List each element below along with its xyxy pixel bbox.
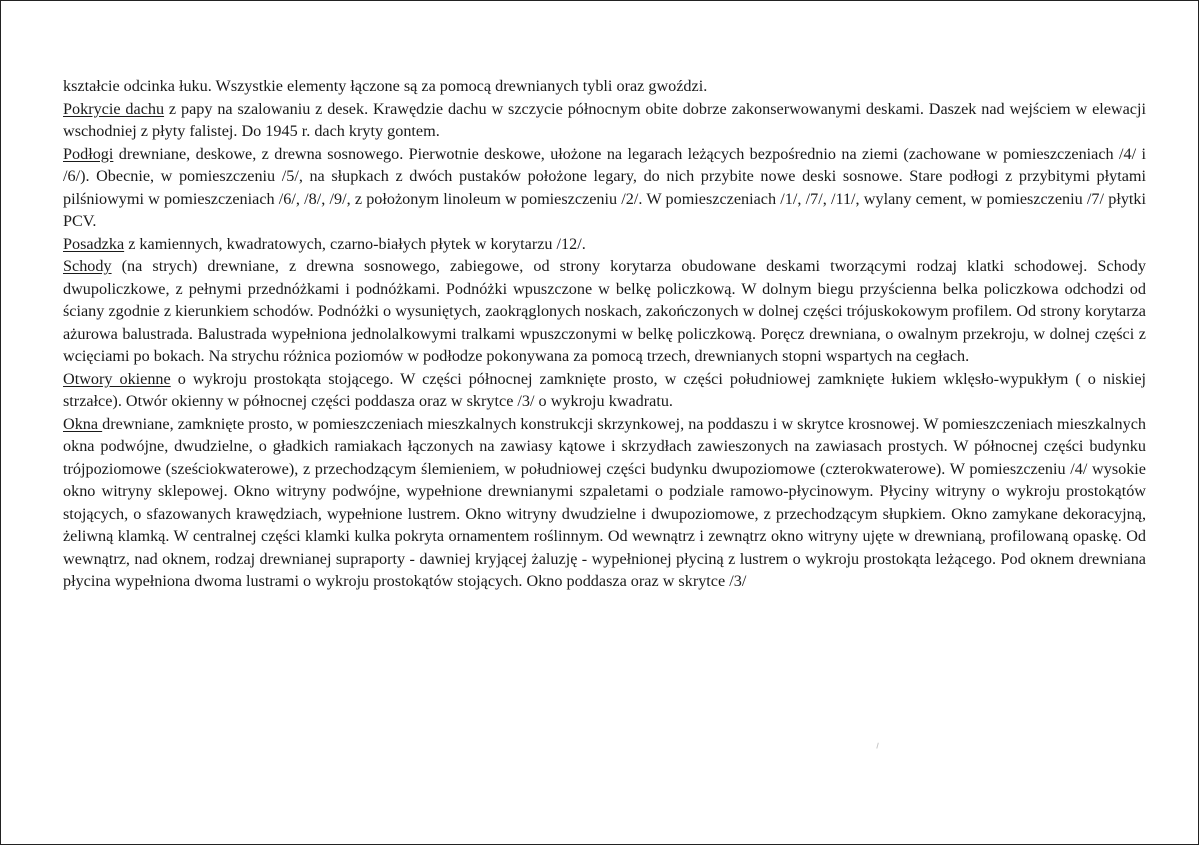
heading-flooring: Posadzka: [63, 234, 125, 253]
paragraph-text: drewniane, zamknięte prosto, w pomieszczeniach mieszkalnych konstrukcji skrzynkowej, na poddaszu i w skrytce krosnowej. W pomieszczeniach mieszkalnych okna podwójne, dwudzielne, o gładkich ramiakach łączonych na zawiasy kątowe i skrzydłach zawieszonych na zawiasach prostych. W północnej części budynku trójpoziomowe (sześciokwaterowe), z przechodzącym ślemieniem, w południowej części budynku dwupoziomowe (czterokwaterowe). W pomieszczeniu /4/ wysokie okno witryny sklepowej. Okno witryny podwójne, wypełnione drewnianymi szpaletami o podziale ramowo-płycinowym. Płyciny witryny o wykroju prostokątów stojących, o sfazowanych krawędziach, wypełnione lustrem. Okno witryny dwudzielne i dwupoziomowe, z przechodzącym słupkiem. Okno zamykane dekoracyjną, żeliwną klamką. W centralnej części klamki kulka pokryta ornamentem roślinnym. Od wewnątrz i zewnątrz okno witryny ujęte w drewnianą, profilowaną opaskę. Od wewnątrz, nad oknem, rodzaj drewnianej supraporty - dawniej kryjącej żaluzję - wypełnionej płyciną z lustrem o wykroju prostokąta leżącego. Pod oknem drewniana płycina wypełniona dwoma lustrami o wykroju prostokątów stojących. Okno poddasza oraz w skrytce /3/: [63, 414, 1146, 590]
paragraph-text: (na strych) drewniane, z drewna sosnowego, zabiegowe, od strony korytarza obudowane deskami tworzącymi rodzaj klatki schodowej. Schody dwupoliczkowe, z pełnymi przednóżkami i podnóżkami. Podnóżki wpuszczone w belkę policzkową. W dolnym biegu przyścienna belka policzkowa odchodzi od ściany zgodnie z kierunkiem schodów. Podnóżki o wysuniętych, zaokrąglonych noskach, zakończonych w dolnej części trójuskokowym profilem. Od strony korytarza ażurowa balustrada. Balustrada wypełniona jednolalkowymi tralkami wpuszczonymi w belkę policzkową. Poręcz drewniana, o owalnym przekroju, w dolnej części z wcięciami po bokach. Na strychu różnica poziomów w podłodze pokonywana za pomocą trzech, drewnianych stopni wspartych na cegłach.: [63, 257, 1146, 365]
document-body: [63, 75, 1146, 593]
heading-stairs: Schody: [63, 257, 112, 275]
heading-window-openings: Otwory okienne: [63, 369, 171, 388]
heading-windows: Okna: [63, 414, 103, 433]
paragraph-text: z kamiennych, kwadratowych, czarno-białych płytek w korytarzu /12/.: [124, 234, 586, 253]
heading-roof-covering: Pokrycie dachu: [63, 99, 165, 118]
paragraph-stairs: [63, 255, 1146, 368]
paragraph-continuation: [63, 75, 1146, 98]
paragraph-text: z papy na szalowaniu z desek. Krawędzie dachu w szczycie północnym obite dobrze zakonserwowanymi deskami. Daszek nad wejściem w elewacji wschodniej z płyty falistej. Do 1945 r. dach kryty gontem.: [63, 99, 1146, 140]
scan-artifact: [876, 743, 881, 750]
heading-floors: Podłogi: [63, 144, 114, 163]
paragraph-text: o wykroju prostokąta stojącego. W części północnej zamknięte prosto, w części południowej zamknięte łukiem wklęsło-wypukłym ( o niskiej strzałce). Otwór okienny w północnej części poddasza oraz w skrytce /3/ o wykroju kwadratu.: [63, 369, 1146, 410]
paragraph-flooring: [63, 233, 1146, 256]
paragraph-windows: [63, 413, 1146, 593]
paragraph-roof-covering: [63, 98, 1146, 143]
paragraph-window-openings: [63, 368, 1146, 413]
paragraph-text: kształcie odcinka łuku. Wszystkie elementy łączone są za pomocą drewnianych tybli oraz gwoździ.: [63, 77, 708, 95]
paragraph-floors: [63, 143, 1146, 233]
paragraph-text: drewniane, deskowe, z drewna sosnowego. Pierwotnie deskowe, ułożone na legarach leżących bezpośrednio na ziemi (zachowane w pomieszczeniach /4/ i /6/). Obecnie, w pomieszczeniu /5/, na słupkach z dwóch pustaków położone legary, do nich przybite nowe deski sosnowe. Stare podłogi z przybitymi płytami pilśniowymi w pomieszczeniach /6/, /8/, /9/, z położonym linoleum w pomieszczeniu /2/. W pomieszczeniach /1/, /7/, /11/, wylany cement, w pomieszczeniu /7/ płytki PCV.: [63, 144, 1146, 230]
